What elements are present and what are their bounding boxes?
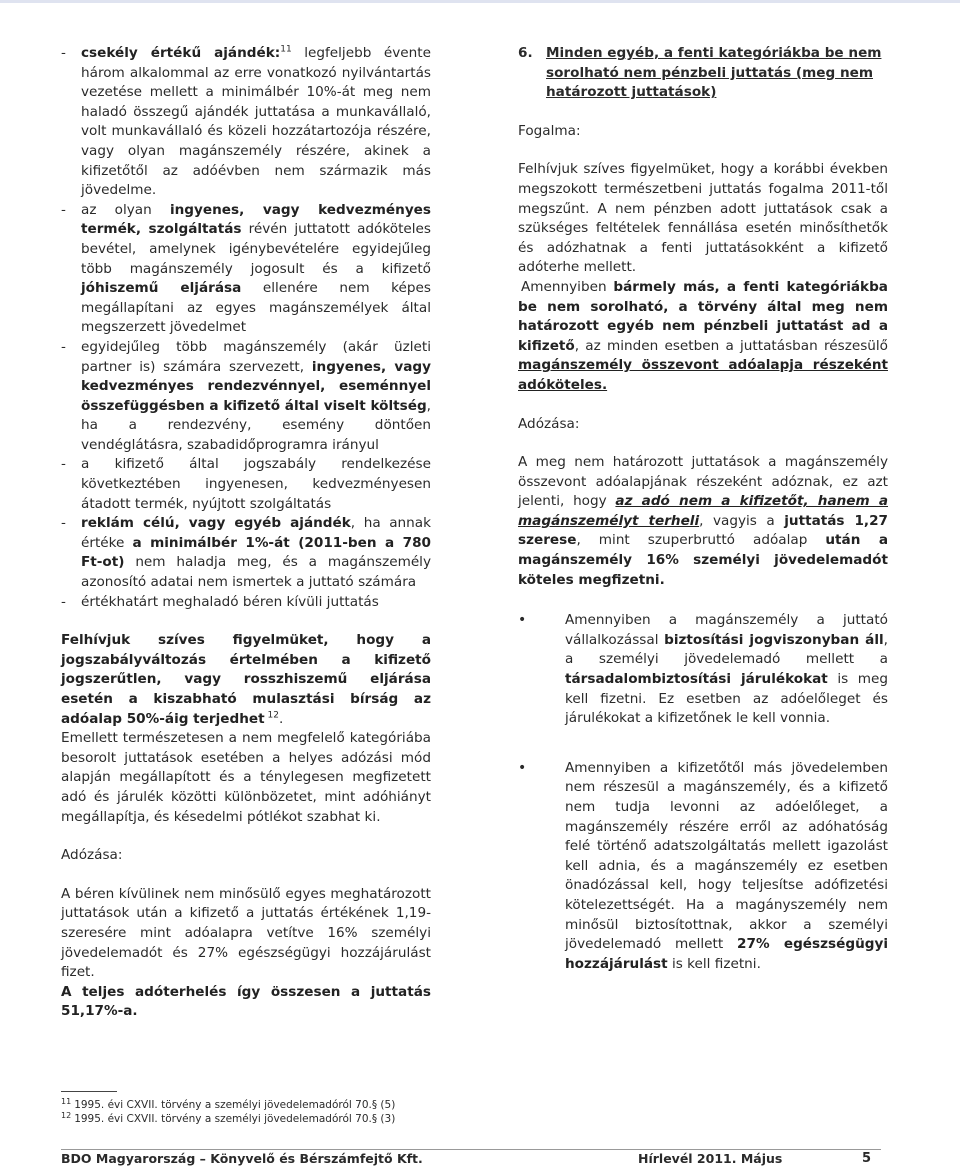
section-title: Minden egyéb, a fenti kategóriákba be nem sorolható nem pénzbeli juttatás (meg nem határozott juttatások) — [546, 45, 882, 101]
footnote: $^{11}$ 1995. évi CXVII. törvény a személyi jövedelemadóról 70.§ (5) — [61, 1096, 396, 1111]
total-burden: A teljes adóterhelés így összesen a juttatás 51,17%-a. — [61, 983, 431, 1020]
list-item: - reklám célú, vagy egyéb ajándék, ha annak értéke a minimálbér 1%-át (2011-ben a 780 Ft-ot) nem haladja meg, és a magánszemély azonosító adatai nem ismertek a juttató számára — [61, 514, 431, 592]
section-label-adozasa: Adózása: — [61, 847, 123, 864]
paragraph-adozasa: A béren kívülinek nem minősülő egyes meghatározott juttatások után a kifizető a juttatás értékének 1,19-szeresére mint adóalapra vetítve 16% személyi jövedelemadót és 27% egészségügyi hozzájárulást fizet. — [61, 885, 431, 981]
bullet-list — [518, 611, 888, 974]
page-number: 5 — [862, 1151, 872, 1166]
dash-list — [61, 44, 431, 612]
list-item: - értékhatárt meghaladó béren kívüli juttatás — [61, 593, 431, 613]
footnote-separator — [61, 1091, 117, 1092]
list-item: - csekély értékű ajándék:$^{11}$ legfeljebb évente három alkalommal az erre vonatkozó nyilvántartás vezetése mellett a minimálbér 10%-át meg nem haladó összegű ajándék juttatása a munkavállaló, volt munkavállaló és közeli hozzátartozója részére, vagy olyan magánszemély részére, akinek a kifizetőtől az adóévben nem származik más jövedelme. — [61, 44, 431, 201]
section-label-fogalma: Fogalma: — [518, 122, 581, 139]
right-column — [518, 44, 888, 974]
section-label-adozasa: Adózása: — [518, 415, 580, 432]
paragraph-amennyiben: Amennyiben bármely más, a fenti kategóriákba be nem sorolható, a törvény által meg nem határozott egyéb nem pénzbeli juttatást ad a kifizető, az minden esetben a juttatásban részesülő magánszemély összevont adóalapja részeként adóköteles. — [518, 278, 888, 393]
footnotes — [61, 1098, 395, 1126]
footer-company: BDO Magyarország – Könyvelő és Bérszámfejtő Kft. — [61, 1151, 423, 1166]
footnote-ref: 12 — [264, 710, 279, 721]
paragraph-adozasa: A meg nem határozott juttatások a magánszemély összevont adóalapjának részeként adóznak, ez azt jelenti, hogy az adó nem a kifizetőt, hanem a magánszemélyt terheli, vagyis a juttatás 1,27 szerese, mint szuperbruttó adóalap után a magánszemély 16% személyi jövedelemadót köteles megfizetni. — [518, 454, 889, 588]
footer-newsletter: Hírlevél 2011. Május — [638, 1151, 783, 1166]
footnote-ref: 11 — [280, 44, 292, 55]
list-item: - a kifizető által jogszabály rendelkezése következtében ingyenesen, kedvezményesen átadott termék, nyújtott szolgáltatás — [61, 455, 431, 514]
list-item: - az olyan ingyenes, vagy kedvezményes termék, szolgáltatás révén juttatott adóköteles bevétel, amelynek igénybevételére egyidejűleg több magánszemély jogosult és a kifizető jóhiszemű eljárása ellenére nem képes megállapítani az egyes magánszemélyek által megszerzett jövedelmet — [61, 201, 431, 338]
footnote: $^{12}$ 1995. évi CXVII. törvény a személyi jövedelemadóról 70.§ (3) — [61, 1110, 396, 1125]
paragraph-emellett: Emellett természetesen a nem megfelelő kategóriába besorolt juttatások esetében a helyes adózási mód alapján megállapított és a ténylegesen megfizetett adó és járulék közötti különbözetet, mint adóhiányt megállapítja, és késedelmi pótlékot szabhat ki. — [61, 730, 431, 825]
paragraph-felhivjuk: Felhívjuk szíves figyelmüket, hogy a korábbi években megszokott természetbeni juttatás fogalma 2011-től megszűnt. A nem pénzben adott juttatások csak a szükséges feltételek fennállása esetén minősíthetők és adózhatnak a fenti juttatásokként a kifizető adóterhe mellett. — [518, 161, 888, 276]
list-item: • Amennyiben a magánszemély a juttató vállalkozással biztosítási jogviszonyban áll, a személyi jövedelemadó mellett a társadalombiztosítási járulékokat is meg kell fizetni. Ez esetben az adóelőleget és járulékokat a kifizetőnek le kell vonnia. — [518, 611, 888, 729]
top-border — [0, 0, 960, 3]
warning-paragraph: Felhívjuk szíves figyelmüket, hogy a jogszabályváltozás értelmében a kifizető jogszerűtlen, vagy rosszhiszemű eljárása esetén a kiszabható mulasztási bírság az adóalap 50%-áig terjedhet $^{12}$. — [61, 632, 431, 727]
list-item: - egyidejűleg több magánszemély (akár üzleti partner is) számára szervezett, ingyenes, vagy kedvezményes rendezvénnyel, eseménnyel összefüggésben a kifizető által viselt költség, ha a rendezvény, esemény döntően vendéglátásra, szabadidőprogramra irányul — [61, 338, 431, 456]
left-column — [61, 44, 431, 1022]
footer-divider — [61, 1149, 881, 1150]
section-heading — [518, 44, 888, 103]
list-item: • Amennyiben a kifizetőtől más jövedelemben nem részesül a magánszemély, és a kifizető nem tudja levonni az adóelőleget, a magánszemély részére erről az adóhatóság felé történő adatszolgáltatás mellett igazolást kell adnia, és a magánszemély ez esetben önadózással kell, hogy teljesítse adófizetési kötelezettségét. Ha a magányszemély nem minősül biztosítottnak, akkor a személyi jövedelemadó mellett 27% egészségügyi hozzájárulást is kell fizetni. — [518, 759, 888, 975]
section-number: 6. — [518, 45, 533, 61]
